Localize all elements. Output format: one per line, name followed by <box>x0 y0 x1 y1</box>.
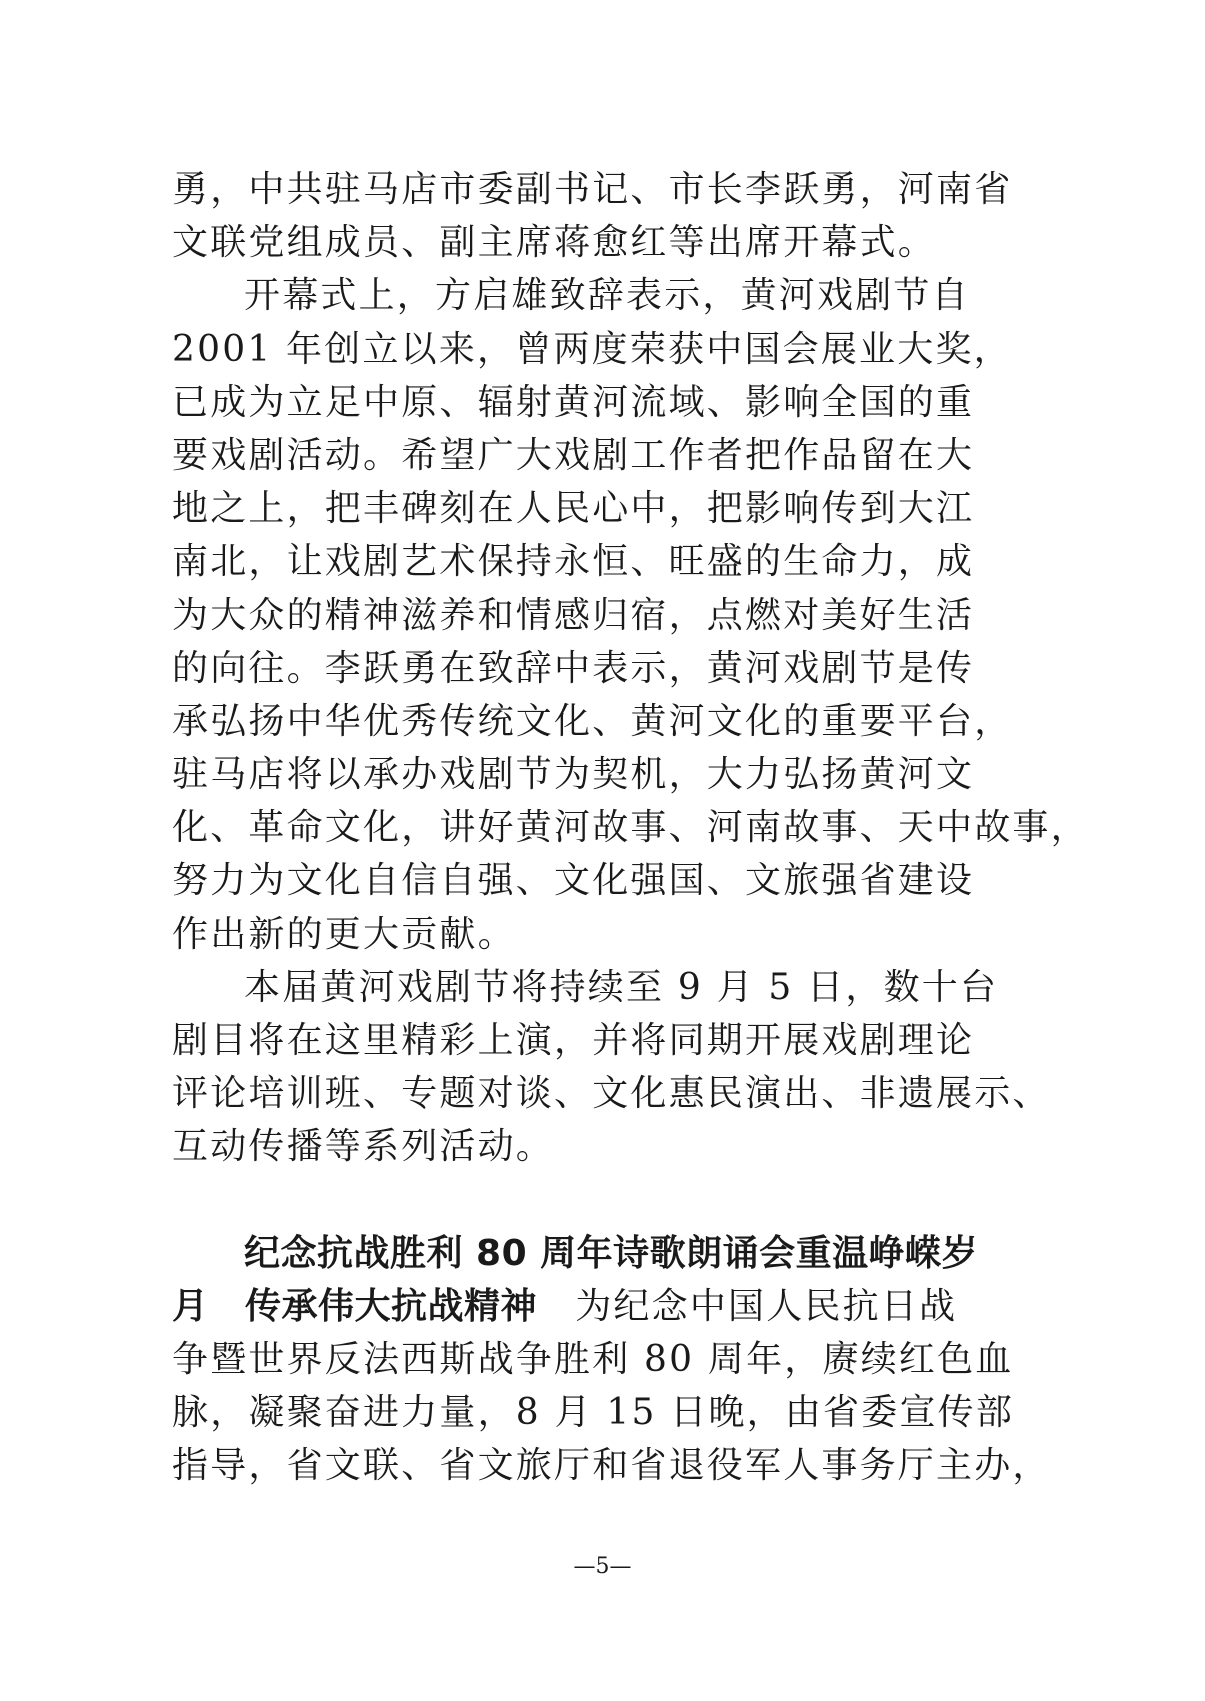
text-line: 要戏剧活动。希望广大戏剧工作者把作品留在大 <box>172 434 975 476</box>
body-text <box>172 163 1089 1493</box>
text-line: 驻马店将以承办戏剧节为契机，大力弘扬黄河文 <box>172 754 975 796</box>
page-number: —5— <box>573 1554 632 1579</box>
text-run: 为纪念中国人民抗日战 <box>537 1285 958 1327</box>
text-line: 指导，省文联、省文旅厅和省退役军人事务厅主办， <box>172 1445 1051 1487</box>
text-line: 的向往。李跃勇在致辞中表示，黄河戏剧节是传 <box>172 647 975 689</box>
text-line: 化、革命文化，讲好黄河故事、河南故事、天中故事， <box>172 807 1089 849</box>
text-line: 南北，让戏剧艺术保持永恒、旺盛的生命力，成 <box>172 541 975 583</box>
section-spacer <box>172 1174 944 1227</box>
text-line: 地之上，把丰碑刻在人民心中，把影响传到大江 <box>172 488 975 530</box>
text-line <box>172 1280 958 1333</box>
section-heading: 月 传承伟大抗战精神 <box>172 1285 538 1327</box>
text-line: 脉，凝聚奋进力量，8 月 15 日晚，由省委宣传部 <box>172 1392 1015 1434</box>
text-line: 本届黄河戏剧节将持续至 9 月 5 日，数十台 <box>244 966 999 1008</box>
text-line: 评论培训班、专题对谈、文化惠民演出、非遗展示、 <box>172 1073 1051 1115</box>
text-line: 互动传播等系列活动。 <box>172 1126 555 1168</box>
text-line: 勇，中共驻马店市委副书记、市长李跃勇，河南省 <box>172 169 1013 210</box>
text-line: 争暨世界反法西斯战争胜利 80 周年，赓续红色血 <box>172 1338 1014 1380</box>
text-line: 作出新的更大贡献。 <box>172 913 516 955</box>
text-line: 剧目将在这里精彩上演，并将同期开展戏剧理论 <box>172 1020 975 1061</box>
text-line: 承弘扬中华优秀传统文化、黄河文化的重要平台， <box>172 700 1013 742</box>
text-line: 2001 年创立以来，曾两度荣获中国会展业大奖， <box>172 328 1012 370</box>
text-line: 文联党组成员、副主席蒋愈红等出席开幕式。 <box>172 222 937 264</box>
text-line: 开幕式上，方启雄致辞表示，黄河戏剧节自 <box>244 275 970 317</box>
text-line: 为大众的精神滋养和情感归宿，点燃对美好生活 <box>172 594 975 636</box>
text-line: 已成为立足中原、辐射黄河流域、影响全国的重 <box>172 381 975 423</box>
section-heading: 纪念抗战胜利 80 周年诗歌朗诵会重温峥嵘岁 <box>244 1232 979 1274</box>
text-line: 努力为文化自信自强、文化强国、文旅强省建设 <box>172 860 975 902</box>
